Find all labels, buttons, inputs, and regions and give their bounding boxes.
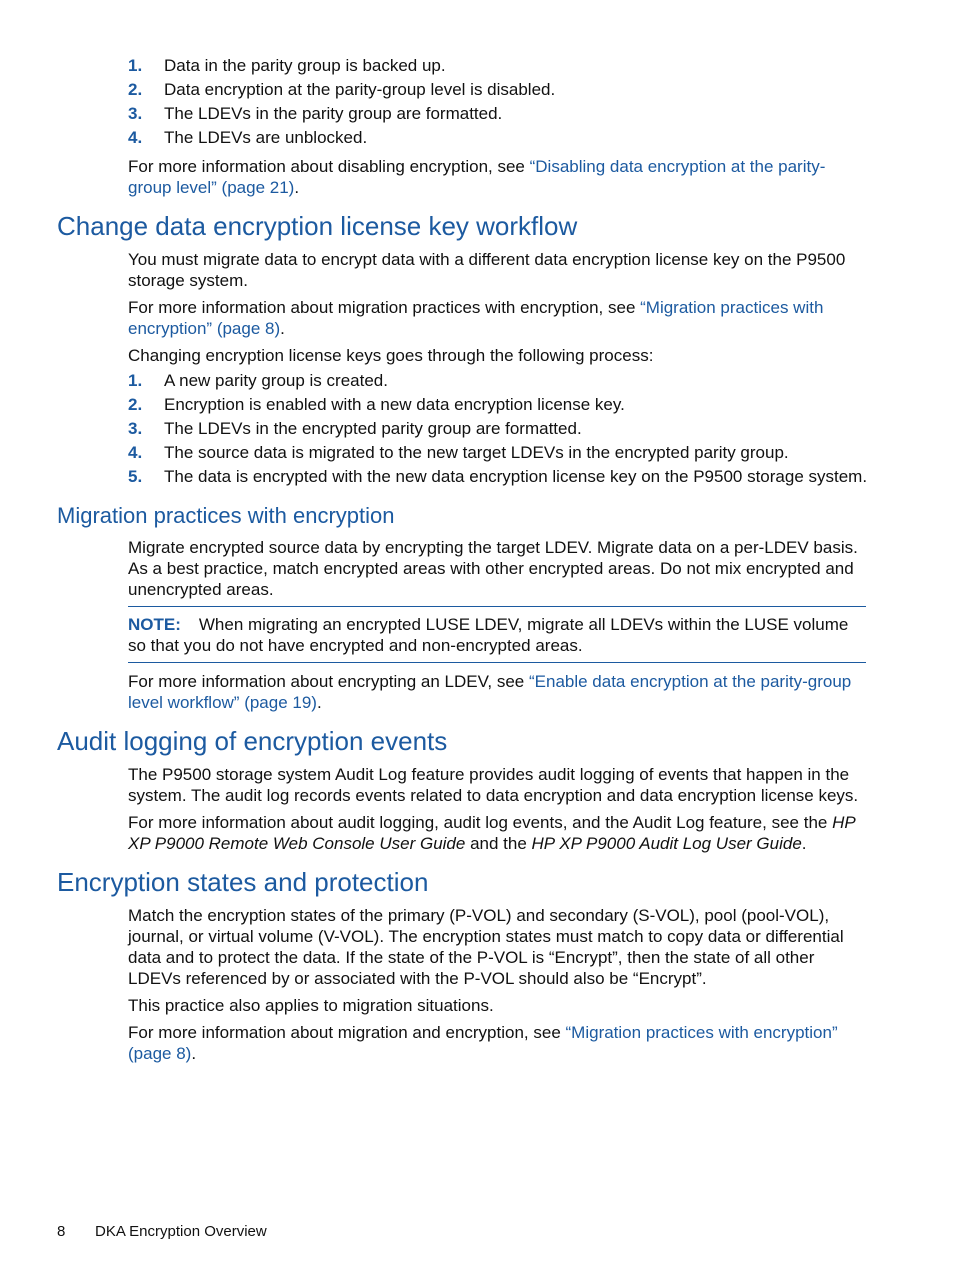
text-run: .	[294, 178, 300, 197]
step-text: The LDEVs in the encrypted parity group are formatted.	[164, 419, 582, 438]
encrypting-ldev-paragraph	[128, 671, 868, 713]
step-number: 5.	[128, 467, 143, 486]
step-text: The LDEVs are unblocked.	[164, 128, 368, 147]
section-title-encryption-states: Encryption states and protection	[57, 867, 429, 897]
change-key-steps	[128, 369, 868, 489]
step-number: 2.	[128, 80, 143, 99]
list-item	[128, 417, 868, 441]
section-title-change-license-key: Change data encryption license key workflow	[57, 211, 578, 241]
note-box	[128, 606, 866, 663]
remote-web-console-guide-title: HP XP P9000 Remote Web Console User Guide	[128, 813, 856, 853]
note-text: When migrating an encrypted LUSE LDEV, migrate all LDEVs within the LUSE volume so that you do not have encrypted and non-encrypted areas.	[128, 615, 849, 655]
step-text: Data encryption at the parity-group level is disabled.	[164, 80, 556, 99]
migration-encryption-ref-paragraph	[128, 1022, 868, 1064]
change-migration-ref-paragraph	[128, 297, 868, 339]
footer-title: DKA Encryption Overview	[95, 1223, 267, 1240]
text-run: and the	[465, 834, 532, 853]
migration-situations-paragraph: This practice also applies to migration situations.	[128, 996, 494, 1015]
disable-encryption-paragraph	[128, 156, 868, 198]
migration-paragraph: Migrate encrypted source data by encrypting the target LDEV. Migrate data on a per-LDEV basis. As a best practice, match encrypted areas with other encrypted areas. Do not mix encrypted and unencrypted areas.	[128, 538, 858, 599]
disabling-encryption-link[interactable]: “Disabling data encryption at the parity-group level” (page 21)	[128, 157, 826, 197]
step-text: A new parity group is created.	[164, 371, 388, 390]
step-number: 4.	[128, 443, 143, 462]
enable-encryption-link[interactable]: “Enable data encryption at the parity-group level workflow” (page 19)	[128, 672, 852, 712]
list-item	[128, 465, 868, 489]
audit-reference-paragraph	[128, 812, 868, 854]
text-run: .	[316, 693, 322, 712]
text-run: For more information about migration and encryption, see	[128, 1023, 566, 1042]
migration-practices-link-2[interactable]: “Migration practices with encryption” (page 8)	[128, 1023, 838, 1063]
audit-log-guide-title: HP XP P9000 Audit Log User Guide	[531, 834, 802, 853]
page-footer	[57, 1222, 267, 1242]
step-number: 1.	[128, 56, 143, 75]
list-item	[128, 441, 868, 465]
list-item	[128, 393, 868, 417]
step-text: The data is encrypted with the new data encryption license key on the P9500 storage system.	[164, 467, 868, 486]
migration-practices-link[interactable]: “Migration practices with encryption” (page 8)	[128, 298, 824, 338]
text-run: .	[801, 834, 807, 853]
text-run: .	[280, 319, 285, 338]
change-intro-paragraph: You must migrate data to encrypt data with a different data encryption license key on the P9500 storage system.	[128, 250, 846, 290]
list-item	[128, 54, 868, 78]
list-item	[128, 126, 868, 150]
audit-intro-paragraph: The P9500 storage system Audit Log feature provides audit logging of events that happen in the system. The audit log records events related to data encryption and data encryption license keys.	[128, 765, 859, 805]
step-number: 2.	[128, 395, 143, 414]
text-run: .	[191, 1044, 197, 1063]
text-run: For more information about audit logging, audit log events, and the Audit Log feature, see the	[128, 813, 833, 832]
text-run: For more information about migration practices with encryption, see	[128, 298, 641, 317]
step-number: 4.	[128, 128, 143, 147]
step-text: The source data is migrated to the new target LDEVs in the encrypted parity group.	[164, 443, 789, 462]
section-title-audit-logging: Audit logging of encryption events	[57, 726, 448, 756]
text-run: For more information about disabling encryption, see	[128, 157, 530, 176]
list-item	[128, 78, 868, 102]
note-label: NOTE:	[128, 615, 181, 634]
states-paragraph: Match the encryption states of the primary (P-VOL) and secondary (S-VOL), pool (pool-VOL), journal, or virtual volume (V-VOL). The encryption states must match to copy data or differential data and to protect the data. If the state of the P-VOL is “Encrypt”, then the state of all other LDEVs referenced by or associated with the P-VOL should also be “Encrypt”.	[128, 906, 844, 988]
parity-backup-steps	[128, 54, 868, 150]
step-number: 1.	[128, 371, 143, 390]
step-text: Encryption is enabled with a new data encryption license key.	[164, 395, 625, 414]
change-process-intro: Changing encryption license keys goes through the following process:	[128, 346, 654, 365]
page-number: 8	[57, 1223, 66, 1240]
section-title-migration-practices: Migration practices with encryption	[57, 503, 395, 528]
text-run: For more information about encrypting an LDEV, see	[128, 672, 529, 691]
step-text: Data in the parity group is backed up.	[164, 56, 446, 75]
step-number: 3.	[128, 419, 143, 438]
step-text: The LDEVs in the parity group are formatted.	[164, 104, 503, 123]
step-number: 3.	[128, 104, 143, 123]
list-item	[128, 369, 868, 393]
list-item	[128, 102, 868, 126]
